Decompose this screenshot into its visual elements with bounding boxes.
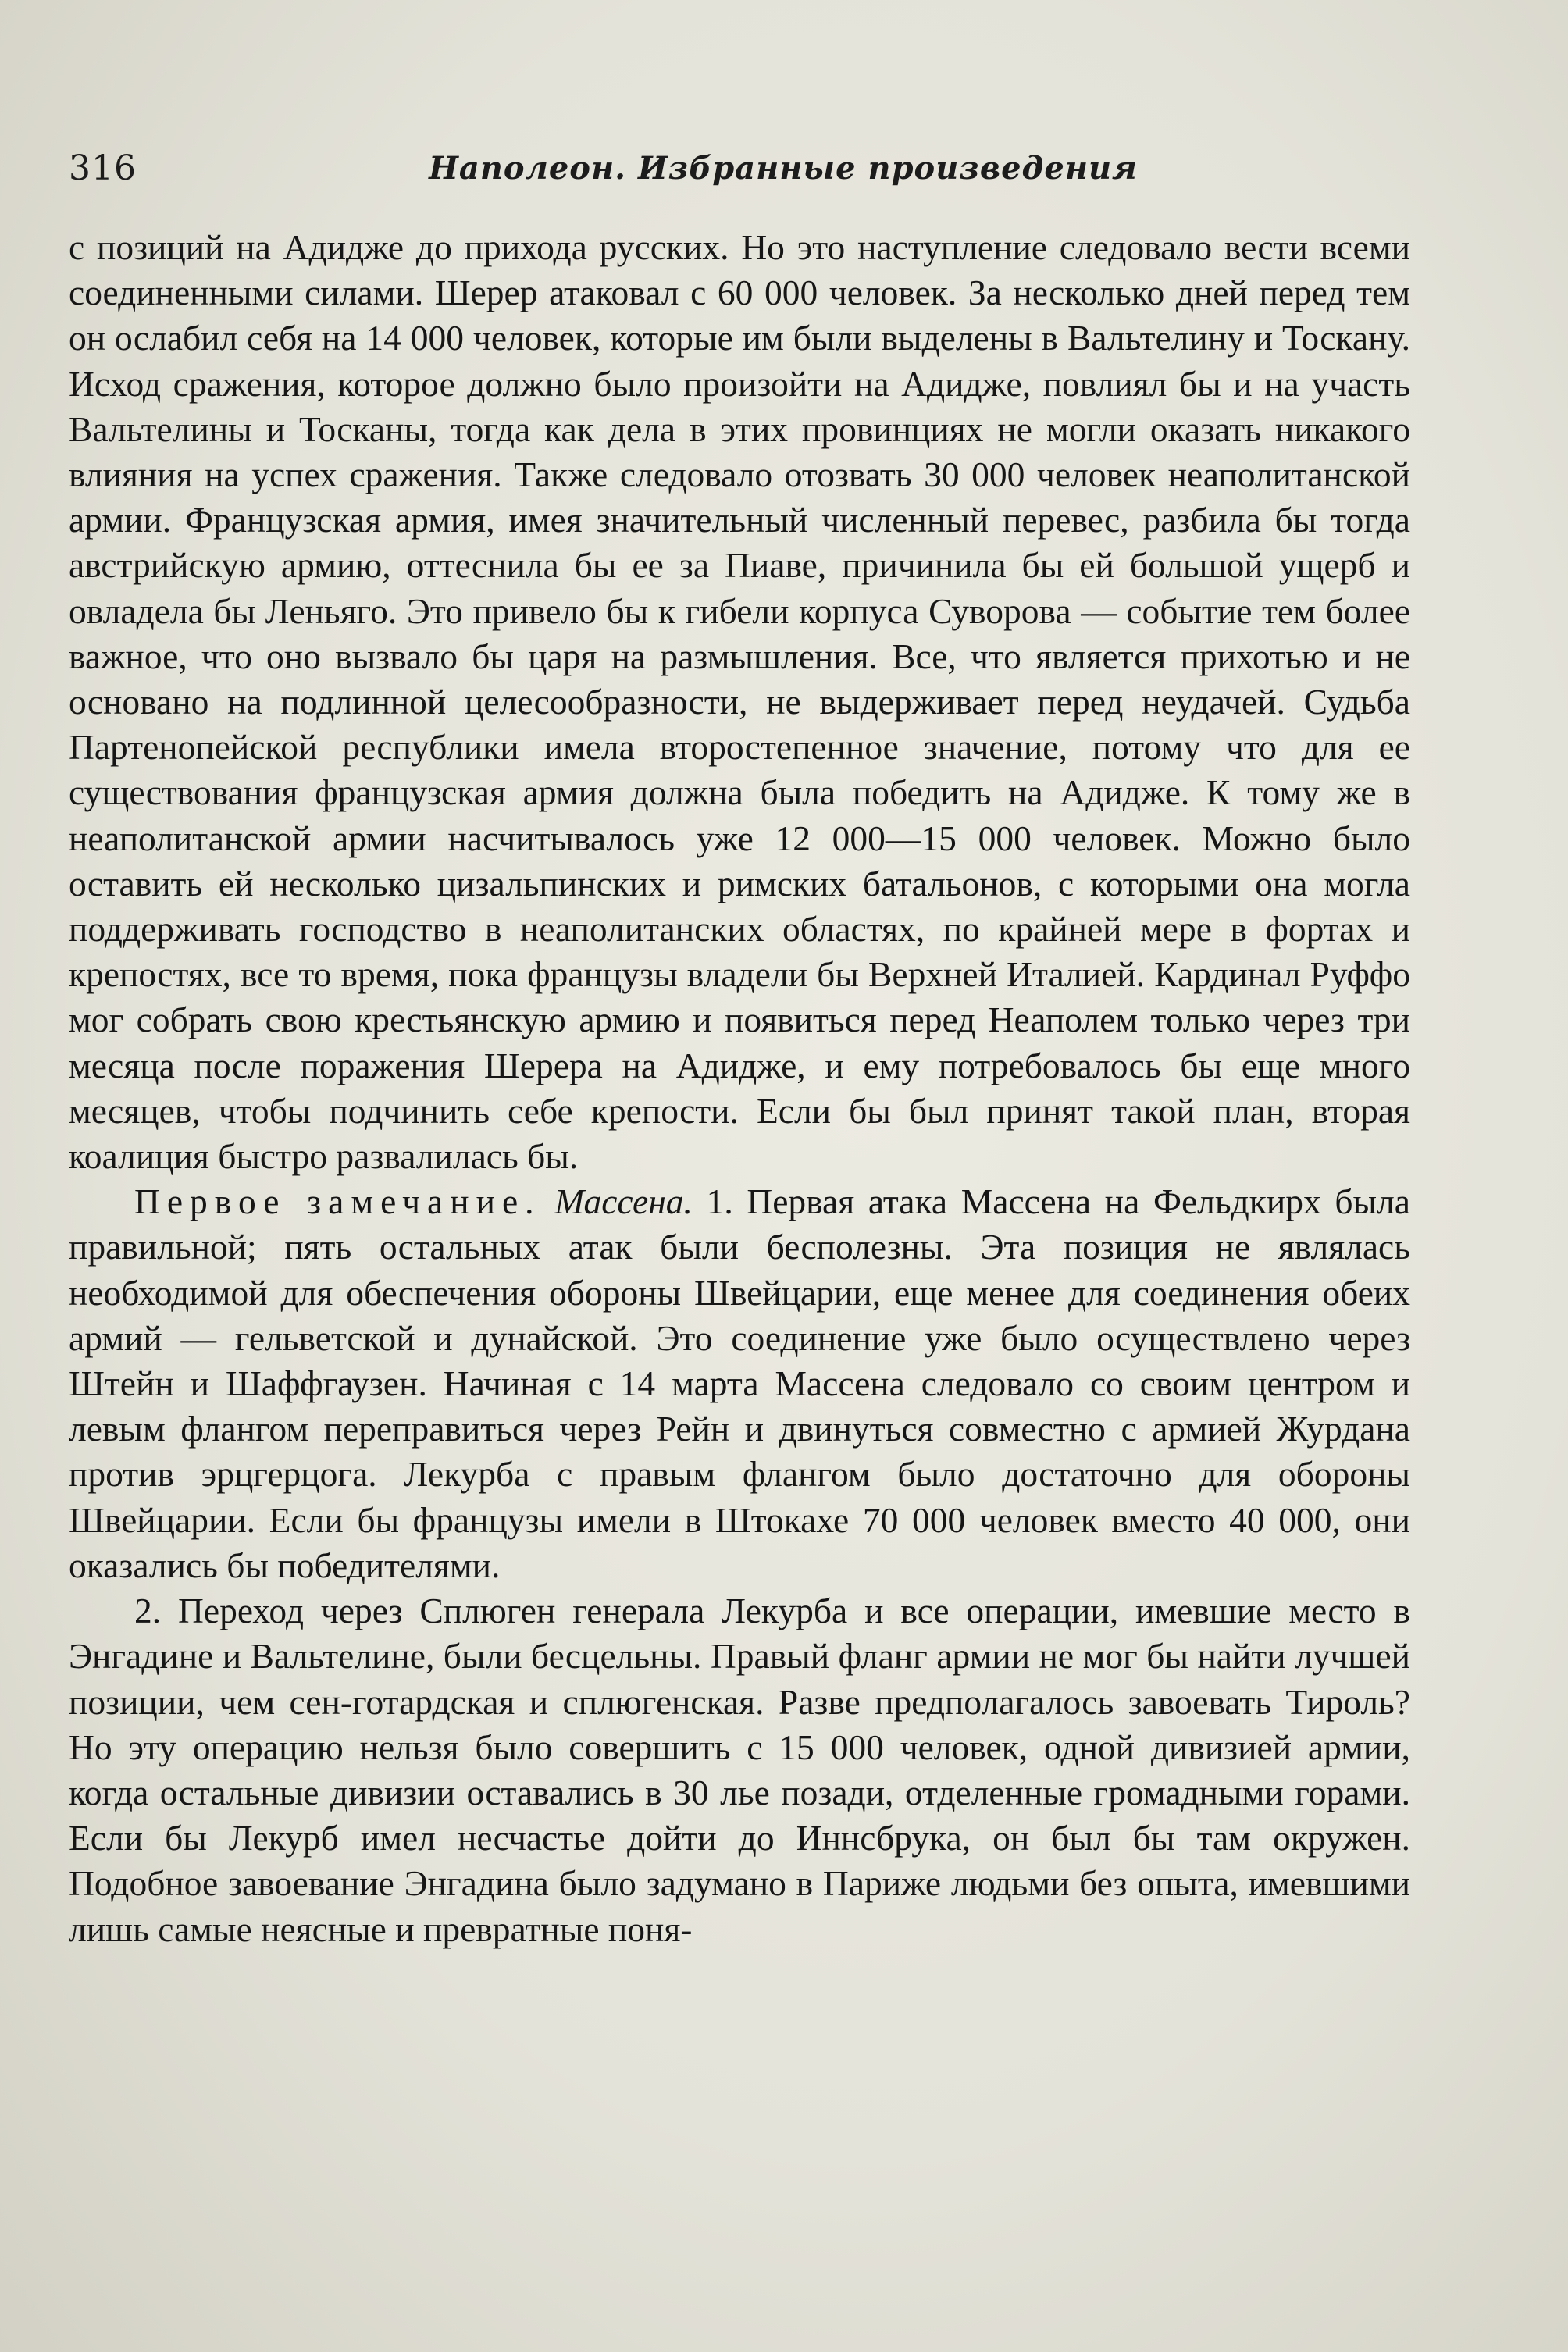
paragraph-3: 2. Переход через Сплюген генерала Лекурба и все операции, имевшие место в Энгадине и Вальтелине, были бесцельны. Правый фланг армии не мог бы найти лучшей позиции, чем сен-готардская и сплюгенская. Разве предполагалось завоевать Тироль? Но эту операцию нельзя было совершить с 15 000 человек, одной дивизией армии, когда остальные дивизии оставались в 30 лье позади, отделенные громадными горами. Если бы Лекурб имел несчастье дойти до Иннсбрука, он был бы там окружен. Подобное завоевание Энгадина было задумано в Париже людьми без опыта, имевшими лишь самые неясные и превратные поня- (69, 1591, 1410, 1949)
remark-subject: Массена. (554, 1181, 693, 1222)
running-title: Наполеон. Избранные произведения (429, 150, 1138, 187)
paragraph-2 (69, 1179, 1410, 1588)
page-header (69, 148, 1412, 203)
body-text (69, 225, 1410, 1952)
page-number: 316 (69, 148, 137, 188)
remark-label: Первое замечание. (134, 1181, 541, 1222)
paragraph-2-text: 1. Первая атака Массена на Фельдкирх была правильной; пять остальных атак были бесполезны. Эта позиция не являлась необходимой для обеспечения обороны Швейцарии, еще менее для соединения обеих армий — гельветской и дунайской. Это соединение уже было осуществлено через Штейн и Шаффгаузен. Начиная с 14 марта Массена следовало со своим центром и левым флангом переправиться через Рейн и двинуться совместно с армией Журдана против эрцгерцога. Лекурба с правым флангом было достаточно для обороны Швейцарии. Если бы французы имели в Штокахе 70 000 человек вместо 40 000, они оказались бы победителями. (69, 1181, 1411, 1585)
paragraph-1: с позиций на Адидже до прихода русских. Но это наступление следовало вести всеми соединенными силами. Шерер атаковал с 60 000 человек. За несколько дней перед тем он ослабил себя на 14 000 человек, которые им были выделены в Вальтелину и Тоскану. Исход сражения, которое должно было произойти на Адидже, повлиял бы и на участь Вальтелины и Тосканы, тогда как дела в этих провинциях не могли оказать никакого влияния на успех сражения. Также следовало отозвать 30 000 человек неаполитанской армии. Французская армия, имея значительный численный перевес, разбила бы тогда австрийскую армию, оттеснила бы ее за Пиаве, причинила бы ей большой ущерб и овладела бы Леньяго. Это привело бы к гибели корпуса Суворова — событие тем более важное, что оно вызвало бы царя на размышления. Все, что является прихотью и не основано на подлинной целесообразности, не выдерживает перед неудачей. Судьба Партенопейской республики имела второстепенное значение, потому что для ее существования французская армия должна была победить на Адидже. К тому же в неаполитанской армии насчитывалось уже 12 000—15 000 человек. Можно было оставить ей несколько цизальпинских и римских батальонов, с которыми она могла поддерживать господство в неаполитанских областях, по крайней мере в фортах и крепостях, все то время, пока французы владели бы Верхней Италией. Кардинал Руффо мог собрать свою крестьянскую армию и появиться перед Неаполем только через три месяца после поражения Шерера на Адидже, и ему потребовалось бы еще много месяцев, чтобы подчинить себе крепости. Если бы был принят такой план, вторая коалиция быстро развалилась бы. (69, 227, 1410, 1177)
